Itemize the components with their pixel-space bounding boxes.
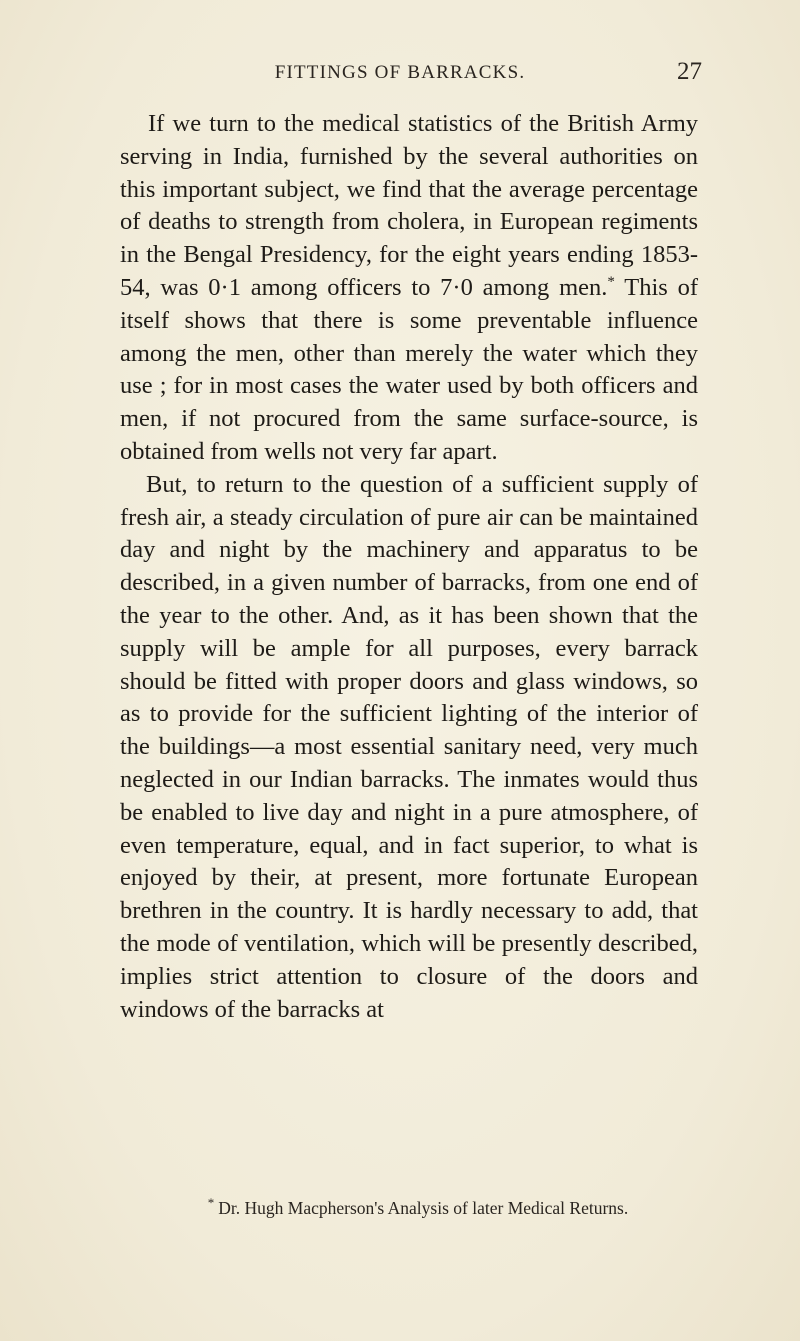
paragraph-2: But, to return to the question of a sufficient supply of fresh air, a steady circulation of pure air can be maintained day and night by the machinery and apparatus to be described, in a given number of barracks, from one end of the year to the other. And, as it has been shown that the supply will be ample for all purposes, every barrack should be fitted with proper doors and glass windows, so as to provide for the sufficient lighting of the interior of the buildings—a most essential sanitary need, very much neglected in our Indian barracks. The inmates would thus be enabled to live day and night in a pure atmosphere, of even temperature, equal, and in fact superior, to what is enjoyed by their, at present, more fortunate European brethren in the country. It is hardly necessary to add, that the mode of ventilation, which will be presently described, implies strict attention to closure of the doors and windows of the barracks at: [120, 470, 698, 1023]
body-text: [120, 108, 698, 1026]
footnote-reference: *: [607, 273, 615, 290]
paragraph-1-text-before: If we turn to the medical statistics of the British Army serving in India, furnished by the several authorities on this important subject, we find that the average percentage of deaths to strength from cholera, in European regiments in the Bengal Presidency, for the eight years ending 1853-54, was 0·1 among officers to 7·0 among men.: [120, 110, 698, 301]
running-head: [0, 58, 800, 88]
running-title: FITTINGS OF BARRACKS.: [274, 62, 526, 83]
footnote-text: Dr. Hugh Macpherson's Analysis of later Medical Returns.: [218, 1198, 629, 1218]
footnote-mark: *: [207, 1195, 215, 1211]
paragraph-1-text-after: This of itself shows that there is some preventable influence among the men, other than merely the water which they use ; for in most cases the water used by both officers and men, if not procured from the same surface-source, is obtained from wells not very far apart.: [120, 273, 698, 465]
page-number: 27: [677, 58, 702, 85]
footnote: [118, 1195, 718, 1219]
paragraph-1: [120, 108, 698, 469]
